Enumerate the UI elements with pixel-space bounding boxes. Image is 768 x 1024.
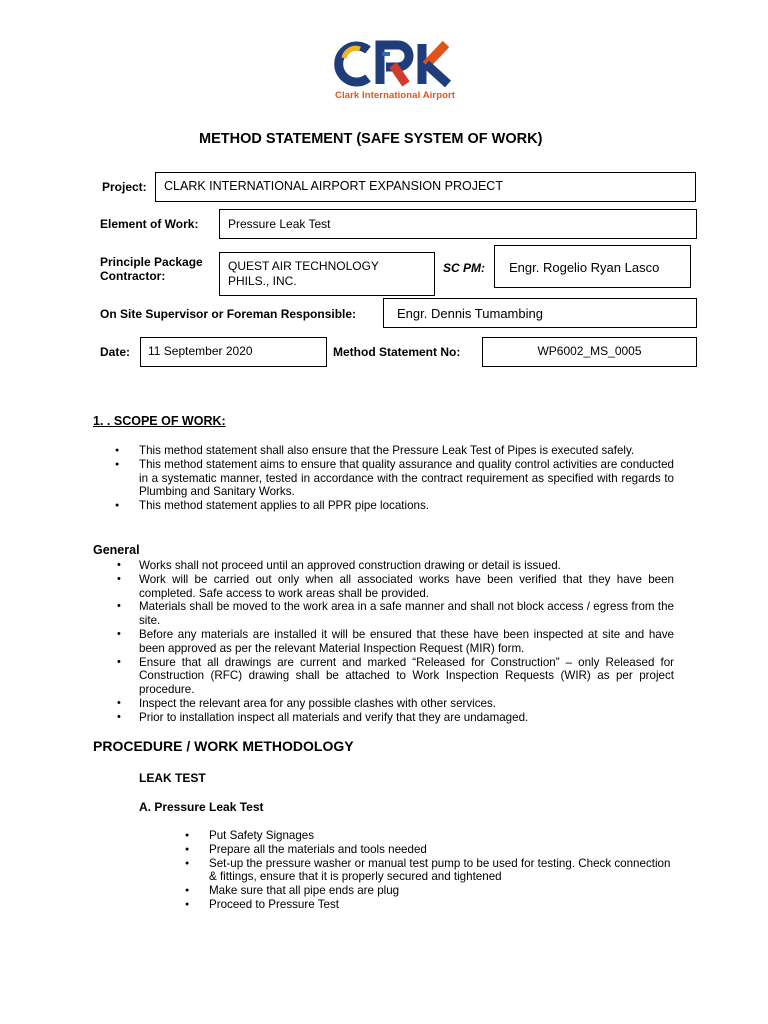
- contractor-label-line1: Principle Package: [100, 255, 203, 269]
- list-item: ● Put Safety Signages: [209, 829, 679, 843]
- logo-subtitle: Clark International Airport: [335, 90, 456, 101]
- list-item: • Before any materials are installed it will be ensured that these have been inspected at site and have been approved as per the relevant Material Inspection Request (MIR) form.: [139, 628, 674, 656]
- project-value: CLARK INTERNATIONAL AIRPORT EXPANSION PROJECT: [164, 179, 503, 193]
- date-label: Date:: [100, 345, 131, 359]
- list-item: ● This method statement applies to all PPR pipe locations.: [139, 499, 674, 513]
- element-of-work-field: [219, 209, 697, 239]
- pressure-leak-test-heading: A. Pressure Leak Test: [139, 800, 264, 814]
- supervisor-field: [383, 298, 697, 328]
- contractor-value-line2: PHILS., INC.: [228, 274, 297, 288]
- date-value: 11 September 2020: [148, 344, 253, 358]
- list-item: • Inspect the relevant area for any possible clashes with other services.: [139, 697, 674, 711]
- project-label: Project:: [102, 180, 147, 194]
- document-title: METHOD STATEMENT (SAFE SYSTEM OF WORK): [199, 131, 543, 147]
- contractor-field: [219, 252, 435, 296]
- contractor-label-line2: Contractor:: [100, 269, 166, 283]
- list-item: • Works shall not proceed until an approved construction drawing or detail is issued.: [139, 559, 674, 573]
- list-item: • Work will be carried out only when all associated works have been verified that they have been completed. Safe access to work areas shall be provided.: [139, 573, 674, 601]
- element-of-work-label: Element of Work:: [100, 217, 199, 231]
- leak-test-heading: LEAK TEST: [139, 771, 206, 785]
- method-statement-no-field: [482, 337, 697, 367]
- element-of-work-value: Pressure Leak Test: [228, 217, 331, 231]
- list-item: • Prior to installation inspect all materials and verify that they are undamaged.: [139, 711, 674, 725]
- list-item: ● Make sure that all pipe ends are plug: [209, 884, 679, 898]
- list-item: ● This method statement aims to ensure that quality assurance and quality control activities are conducted in a systematic manner, tested in accordance with the contract requirement as specified with regards to Plumbing and Sanitary Works.: [139, 458, 674, 499]
- procedure-heading: PROCEDURE / WORK METHODOLOGY: [93, 738, 354, 754]
- scope-list: [139, 444, 674, 513]
- general-heading: General: [93, 543, 140, 557]
- scope-heading-number: 1.: [93, 414, 104, 428]
- list-item: ● Set-up the pressure washer or manual test pump to be used for testing. Check connection & fittings, ensure that it is properly secured and tightened: [209, 857, 679, 885]
- scope-heading: [93, 414, 226, 428]
- list-item: • Ensure that all drawings are current and marked “Released for Construction” – only Released for Construction (RFC) drawing shall be attached to Work Inspection Requests (WIR) as per project procedure.: [139, 656, 674, 697]
- project-field: [155, 172, 696, 202]
- sc-pm-value: Engr. Rogelio Ryan Lasco: [509, 260, 660, 275]
- supervisor-value: Engr. Dennis Tumambing: [397, 306, 543, 321]
- supervisor-label: On Site Supervisor or Foreman Responsible:: [100, 307, 357, 321]
- date-field: [140, 337, 327, 367]
- method-statement-no-label: Method Statement No:: [333, 345, 461, 359]
- list-item: ● This method statement shall also ensure that the Pressure Leak Test of Pipes is executed safely.: [139, 444, 674, 458]
- sc-pm-field: [494, 245, 691, 288]
- crk-logo-mark: [330, 40, 470, 88]
- procedure-list: [209, 829, 679, 912]
- list-item: ● Proceed to Pressure Test: [209, 898, 679, 912]
- method-statement-no-value: WP6002_MS_0005: [537, 344, 642, 358]
- list-item: ● Prepare all the materials and tools needed: [209, 843, 679, 857]
- contractor-value-line1: QUEST AIR TECHNOLOGY: [228, 259, 379, 273]
- crk-logo: [330, 40, 470, 102]
- list-item: • Materials shall be moved to the work area in a safe manner and shall not block access / egress from the site.: [139, 600, 674, 628]
- general-list: [139, 559, 674, 725]
- sc-pm-label: SC PM:: [443, 261, 485, 275]
- scope-heading-text: . SCOPE OF WORK:: [103, 414, 226, 428]
